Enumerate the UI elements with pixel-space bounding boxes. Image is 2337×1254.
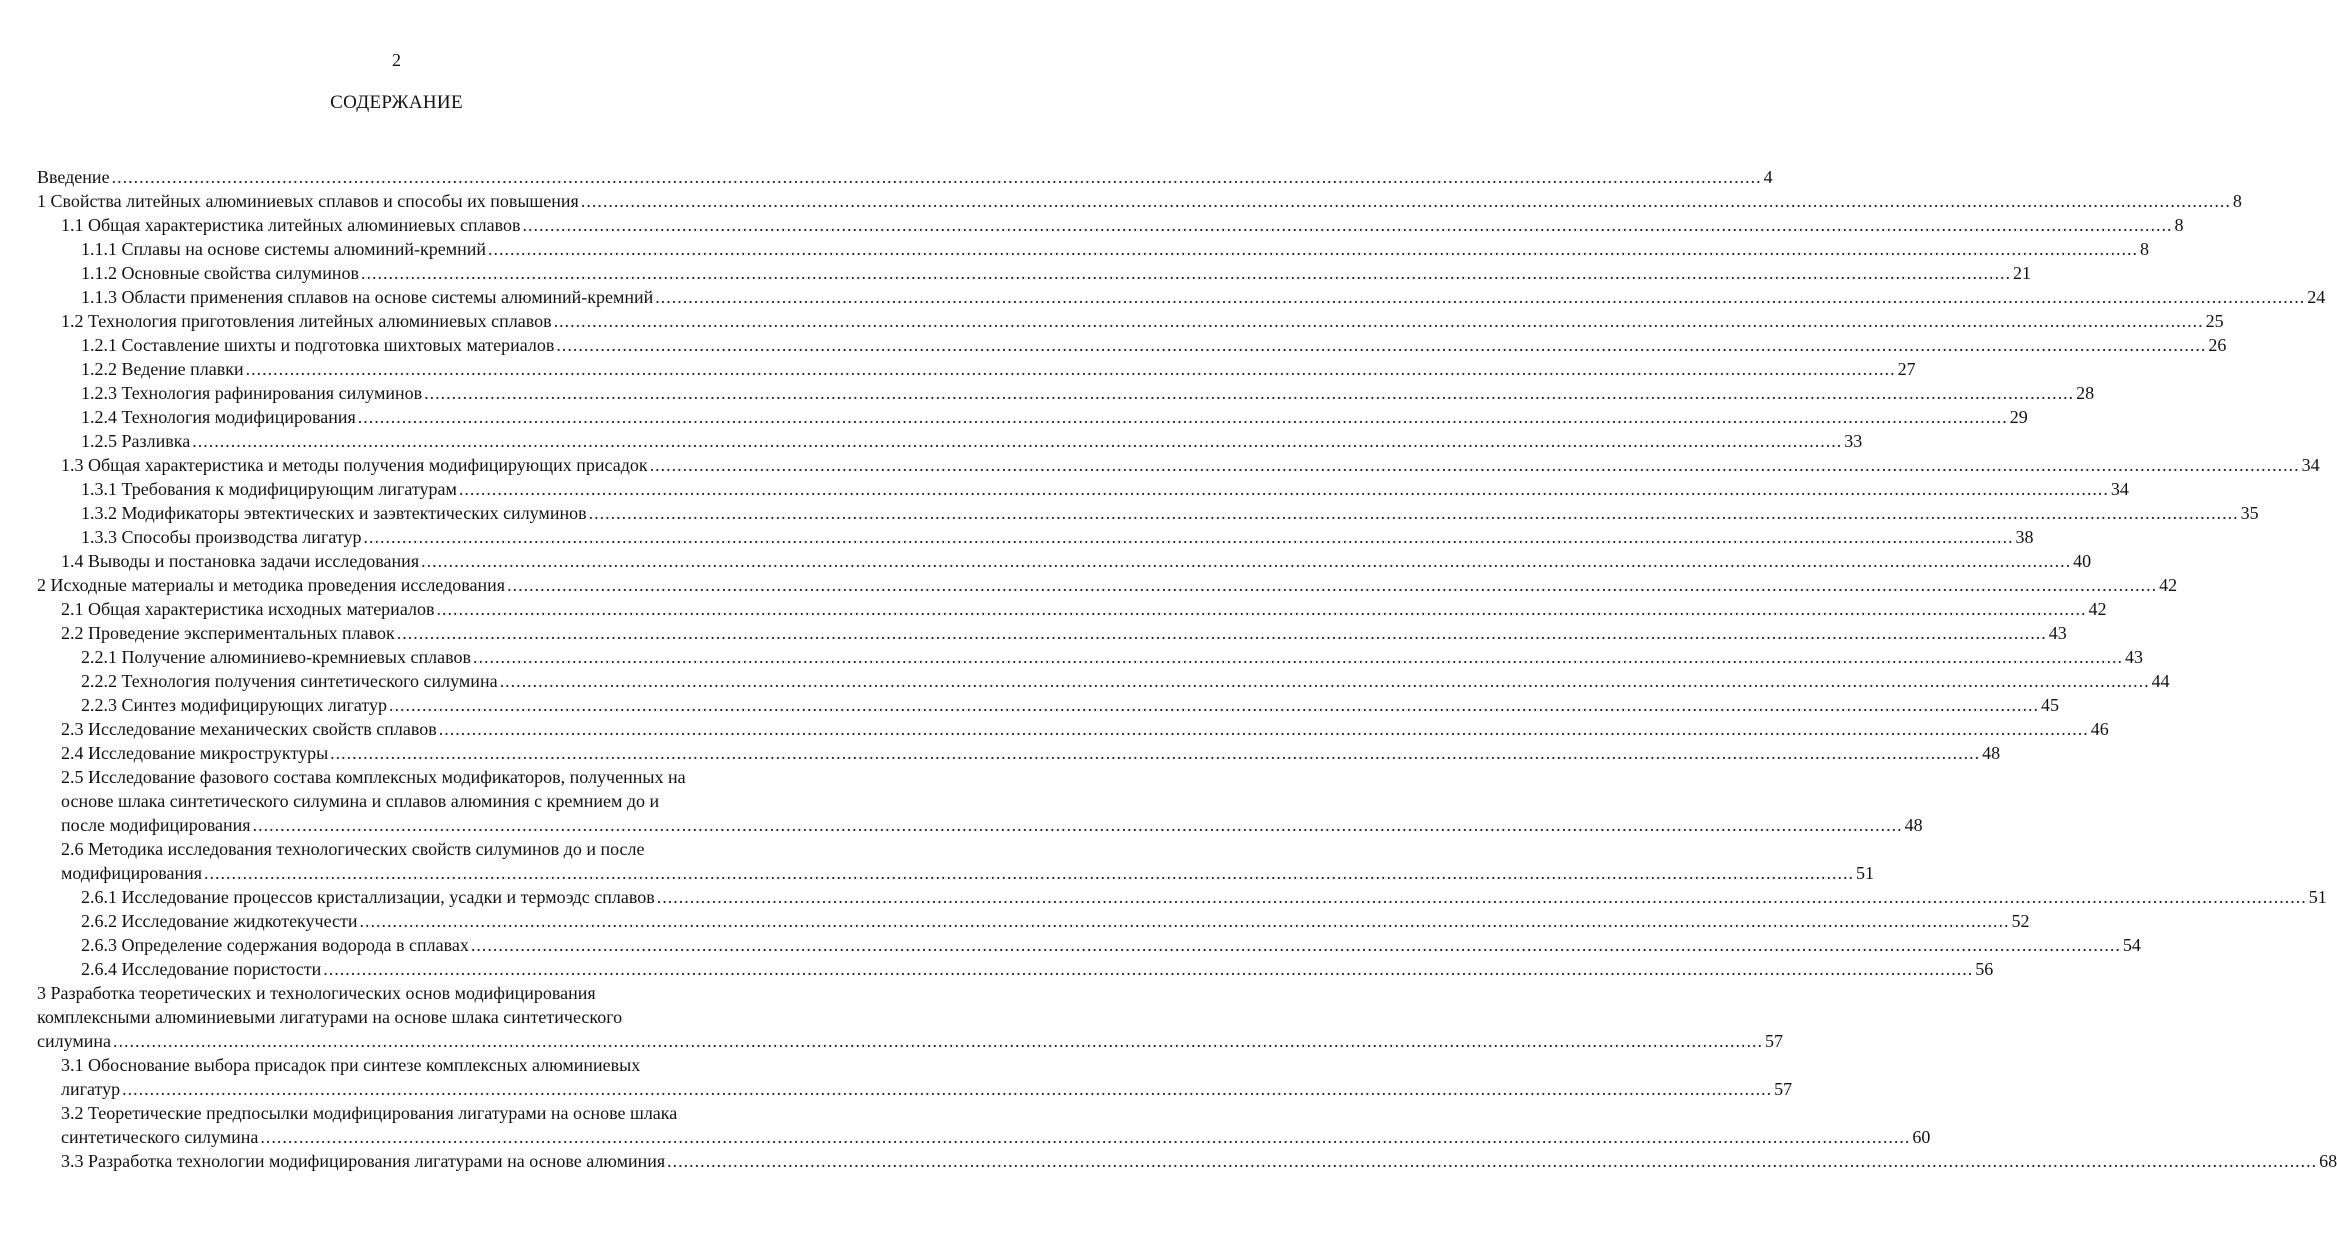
toc-entry-title: 1.1.1 Сплавы на основе системы алюминий-кремний	[81, 239, 487, 259]
toc-entry	[37, 1101, 1931, 1149]
toc-entry-page: 68	[2319, 1151, 2337, 1171]
toc-entry-page: 46	[2090, 719, 2109, 739]
page-number: 2	[392, 50, 401, 70]
toc-entry	[37, 837, 1875, 885]
toc-entry-last-line	[61, 1077, 1793, 1101]
toc-entry	[37, 165, 1773, 189]
toc-entry-last-line	[81, 525, 2034, 549]
toc-entry	[37, 429, 1863, 453]
dot-leader: ............................................................................................................................................................................................................................................................................................................	[389, 695, 2040, 715]
toc-entry-page: 48	[1982, 743, 2001, 763]
dot-leader: ............................................................................................................................................................................................................................................................................................................	[252, 815, 1903, 835]
dot-leader: ............................................................................................................................................................................................................................................................................................................	[113, 1031, 1764, 1051]
dot-leader: ............................................................................................................................................................................................................................................................................................................	[122, 1079, 1773, 1099]
toc-entry-title: синтетического силумина	[61, 1127, 259, 1147]
toc-entry-page: 34	[2301, 455, 2320, 475]
toc-entry-title: 2.4 Исследование микроструктуры	[61, 743, 329, 763]
toc-entry-last-line	[61, 213, 2184, 237]
toc-entry	[37, 765, 1923, 837]
dot-leader: ............................................................................................................................................................................................................................................................................................................	[458, 479, 2109, 499]
toc-entry-last-line	[81, 909, 2030, 933]
toc-entry-line: основе шлака синтетического силумина и сплавов алюминия с кремнием до и	[61, 791, 660, 811]
dot-leader: ............................................................................................................................................................................................................................................................................................................	[507, 575, 2158, 595]
toc-entry-last-line	[61, 813, 1923, 837]
toc-entry	[37, 237, 2150, 261]
toc-entry-page: 24	[2307, 287, 2326, 307]
toc-entry-line: комплексными алюминиевыми лигатурами на основе шлака синтетического	[37, 1007, 623, 1027]
dot-leader: ............................................................................................................................................................................................................................................................................................................	[396, 623, 2047, 643]
toc-entry-title: после модифицирования	[61, 815, 251, 835]
toc-entry-title: 1.3.1 Требования к модифицирующим лигатурам	[81, 479, 457, 499]
toc-entry-title: 2.3 Исследование механических свойств сплавов	[61, 719, 437, 739]
toc-entry-page: 57	[1774, 1079, 1793, 1099]
toc-entry-title: 1.1.2 Основные свойства силуминов	[81, 263, 359, 283]
table-of-contents	[37, 165, 2337, 1173]
toc-entry-title: 1.2 Технология приготовления литейных алюминиевых сплавов	[61, 311, 552, 331]
toc-entry	[37, 573, 2178, 597]
toc-entry-last-line	[81, 429, 1863, 453]
dot-leader: ............................................................................................................................................................................................................................................................................................................	[424, 383, 2075, 403]
dot-leader: ............................................................................................................................................................................................................................................................................................................	[363, 527, 2014, 547]
dot-leader: ............................................................................................................................................................................................................................................................................................................	[421, 551, 2072, 571]
toc-entry-line: 3.1 Обоснование выбора присадок при синтезе комплексных алюминиевых	[61, 1055, 641, 1075]
toc-entry-title: 1.3.2 Модификаторы эвтектических и заэвтектических силуминов	[81, 503, 587, 523]
toc-title: СОДЕРЖАНИЕ	[330, 92, 463, 113]
dot-leader: ............................................................................................................................................................................................................................................................................................................	[360, 263, 2011, 283]
toc-entry	[37, 741, 2001, 765]
toc-entry-page: 27	[1897, 359, 1916, 379]
dot-leader: ............................................................................................................................................................................................................................................................................................................	[472, 647, 2123, 667]
toc-entry-last-line	[61, 861, 1875, 885]
toc-entry-title: 2.6.1 Исследование процессов кристаллизации, усадки и термоэдс сплавов	[81, 887, 655, 907]
dot-leader: ............................................................................................................................................................................................................................................................................................................	[204, 863, 1855, 883]
toc-entry	[37, 477, 2129, 501]
toc-entry-page: 51	[1856, 863, 1875, 883]
dot-leader: ............................................................................................................................................................................................................................................................................................................	[656, 887, 2307, 907]
toc-entry-last-line	[81, 357, 1916, 381]
toc-entry-last-line	[81, 477, 2129, 501]
toc-entry-last-line	[81, 501, 2259, 525]
toc-entry-last-line	[81, 333, 2227, 357]
toc-entry-last-line	[81, 405, 2028, 429]
toc-entry-title: 2.2.2 Технология получения синтетического силумина	[81, 671, 498, 691]
toc-entry	[37, 381, 2095, 405]
toc-entry-page: 52	[2011, 911, 2030, 931]
toc-entry-page: 43	[2124, 647, 2143, 667]
toc-entry	[37, 933, 2141, 957]
toc-entry-page: 40	[2073, 551, 2092, 571]
dot-leader: ............................................................................................................................................................................................................................................................................................................	[667, 1151, 2318, 1171]
dot-leader: ............................................................................................................................................................................................................................................................................................................	[260, 1127, 1911, 1147]
toc-entry-last-line	[37, 189, 2242, 213]
toc-entry-page: 43	[2048, 623, 2067, 643]
toc-entry-title: 2.6.3 Определение содержания водорода в сплавах	[81, 935, 469, 955]
toc-entry	[37, 333, 2227, 357]
toc-entry	[37, 453, 2320, 477]
toc-entry-title: 1.4 Выводы и постановка задачи исследования	[61, 551, 420, 571]
toc-entry	[37, 189, 2242, 213]
toc-entry-last-line	[61, 549, 2092, 573]
toc-entry	[37, 501, 2259, 525]
toc-entry-title: 3.3 Разработка технологии модифицирования лигатурами на основе алюминия	[61, 1151, 666, 1171]
dot-leader: ............................................................................................................................................................................................................................................................................................................	[649, 455, 2300, 475]
toc-entry-title: 2.2 Проведение экспериментальных плавок	[61, 623, 395, 643]
toc-entry	[37, 597, 2107, 621]
dot-leader: ............................................................................................................................................................................................................................................................................................................	[556, 335, 2207, 355]
toc-entry-page: 34	[2110, 479, 2129, 499]
toc-entry	[37, 645, 2143, 669]
toc-entry-line: 2.5 Исследование фазового состава комплексных модификаторов, полученных на	[61, 767, 686, 787]
toc-entry	[37, 885, 2327, 909]
dot-leader: ............................................................................................................................................................................................................................................................................................................	[499, 671, 2150, 691]
toc-entry	[37, 549, 2092, 573]
toc-entry-title: 2.6.2 Исследование жидкотекучести	[81, 911, 358, 931]
toc-entry	[37, 621, 2067, 645]
toc-entry-page: 8	[2174, 215, 2184, 235]
toc-entry-title: модифицирования	[61, 863, 203, 883]
toc-entry-page: 21	[2012, 263, 2031, 283]
toc-entry-line: 3 Разработка теоретических и технологических основ модифицирования	[37, 983, 596, 1003]
toc-entry	[37, 261, 2031, 285]
toc-entry-page: 33	[1844, 431, 1863, 451]
toc-entry-title: 1.2.1 Составление шихты и подготовка шихтовых материалов	[81, 335, 555, 355]
toc-entry	[37, 909, 2030, 933]
toc-entry	[37, 957, 1994, 981]
toc-entry-last-line	[81, 645, 2143, 669]
toc-entry	[37, 213, 2184, 237]
toc-entry-page: 51	[2308, 887, 2327, 907]
toc-entry	[37, 405, 2028, 429]
toc-entry	[37, 717, 2109, 741]
toc-entry-last-line	[61, 621, 2067, 645]
toc-entry-page: 57	[1765, 1031, 1784, 1051]
dot-leader: ............................................................................................................................................................................................................................................................................................................	[359, 911, 2010, 931]
toc-entry-title: 2.2.3 Синтез модифицирующих лигатур	[81, 695, 388, 715]
toc-entry-page: 4	[1763, 167, 1773, 187]
toc-entry-line: 3.2 Теоретические предпосылки модифицирования лигатурами на основе шлака	[61, 1103, 678, 1123]
toc-entry-last-line	[61, 1149, 2337, 1173]
toc-entry-page: 28	[2076, 383, 2095, 403]
dot-leader: ............................................................................................................................................................................................................................................................................................................	[192, 431, 1843, 451]
toc-entry-last-line	[61, 1125, 1931, 1149]
toc-entry	[37, 981, 1784, 1053]
toc-entry-last-line	[37, 573, 2178, 597]
dot-leader: ............................................................................................................................................................................................................................................................................................................	[522, 215, 2173, 235]
toc-entry-line: 2.6 Методика исследования технологических свойств силуминов до и после	[61, 839, 645, 859]
toc-entry-title: 1.1.3 Области применения сплавов на основе системы алюминий-кремний	[81, 287, 654, 307]
toc-entry-last-line	[81, 693, 2060, 717]
toc-entry-title: 1.2.3 Технология рафинирования силуминов	[81, 383, 423, 403]
toc-entry	[37, 525, 2034, 549]
toc-entry-title: Введение	[37, 167, 110, 187]
dot-leader: ............................................................................................................................................................................................................................................................................................................	[323, 959, 1974, 979]
toc-entry-page: 25	[2205, 311, 2224, 331]
toc-entry-last-line	[81, 261, 2031, 285]
toc-entry-title: 1.1 Общая характеристика литейных алюминиевых сплавов	[61, 215, 521, 235]
dot-leader: ............................................................................................................................................................................................................................................................................................................	[580, 191, 2231, 211]
toc-entry-page: 45	[2041, 695, 2060, 715]
dot-leader: ............................................................................................................................................................................................................................................................................................................	[245, 359, 1896, 379]
toc-entry-title: 1.2.2 Ведение плавки	[81, 359, 244, 379]
toc-entry-page: 60	[1912, 1127, 1931, 1147]
toc-entry-last-line	[37, 165, 1773, 189]
dot-leader: ............................................................................................................................................................................................................................................................................................................	[330, 743, 1981, 763]
toc-entry-page: 54	[2122, 935, 2141, 955]
dot-leader: ............................................................................................................................................................................................................................................................................................................	[438, 719, 2089, 739]
toc-entry-page: 35	[2240, 503, 2259, 523]
toc-entry-page: 44	[2151, 671, 2170, 691]
toc-entry-title: лигатур	[61, 1079, 121, 1099]
toc-entry-last-line	[37, 1029, 1784, 1053]
toc-entry-title: 1.3.3 Способы производства лигатур	[81, 527, 362, 547]
toc-entry	[37, 309, 2224, 333]
toc-entry-page: 38	[2015, 527, 2034, 547]
toc-entry-last-line	[61, 453, 2320, 477]
toc-entry-page: 29	[2009, 407, 2028, 427]
dot-leader: ............................................................................................................................................................................................................................................................................................................	[470, 935, 2121, 955]
toc-entry-page: 26	[2208, 335, 2227, 355]
toc-entry-title: 2.6.4 Исследование пористости	[81, 959, 322, 979]
dot-leader: ............................................................................................................................................................................................................................................................................................................	[655, 287, 2306, 307]
toc-entry-title: 2.2.1 Получение алюминиево-кремниевых сплавов	[81, 647, 471, 667]
toc-entry-title: 1.2.4 Технология модифицирования	[81, 407, 356, 427]
toc-entry-title: 1 Свойства литейных алюминиевых сплавов и способы их повышения	[37, 191, 579, 211]
toc-entry-title: силумина	[37, 1031, 112, 1051]
dot-leader: ............................................................................................................................................................................................................................................................................................................	[436, 599, 2087, 619]
toc-entry-last-line	[61, 309, 2224, 333]
toc-entry-last-line	[81, 885, 2327, 909]
toc-entry-last-line	[81, 285, 2326, 309]
toc-entry	[37, 1053, 1793, 1101]
toc-entry-title: 2 Исходные материалы и методика проведения исследования	[37, 575, 506, 595]
toc-entry-last-line	[81, 669, 2170, 693]
dot-leader: ............................................................................................................................................................................................................................................................................................................	[111, 167, 1762, 187]
toc-entry-last-line	[61, 741, 2001, 765]
toc-entry-last-line	[61, 597, 2107, 621]
toc-entry-title: 1.2.5 Разливка	[81, 431, 191, 451]
toc-entry-last-line	[81, 957, 1994, 981]
toc-entry-page: 42	[2088, 599, 2107, 619]
toc-entry-title: 1.3 Общая характеристика и методы получения модифицирующих присадок	[61, 455, 648, 475]
dot-leader: ............................................................................................................................................................................................................................................................................................................	[357, 407, 2008, 427]
toc-entry-title: 2.1 Общая характеристика исходных материалов	[61, 599, 435, 619]
toc-entry-last-line	[81, 933, 2141, 957]
toc-entry	[37, 285, 2326, 309]
toc-entry-last-line	[61, 717, 2109, 741]
dot-leader: ............................................................................................................................................................................................................................................................................................................	[588, 503, 2239, 523]
dot-leader: ............................................................................................................................................................................................................................................................................................................	[488, 239, 2139, 259]
toc-entry	[37, 669, 2170, 693]
toc-entry-page: 56	[1975, 959, 1994, 979]
toc-entry-page: 8	[2140, 239, 2150, 259]
toc-entry	[37, 357, 1916, 381]
toc-entry-page: 42	[2159, 575, 2178, 595]
toc-entry-last-line	[81, 237, 2150, 261]
dot-leader: ............................................................................................................................................................................................................................................................................................................	[553, 311, 2204, 331]
toc-entry-last-line	[81, 381, 2095, 405]
toc-entry-page: 48	[1904, 815, 1923, 835]
toc-entry-page: 8	[2232, 191, 2242, 211]
toc-entry	[37, 1149, 2337, 1173]
toc-entry	[37, 693, 2060, 717]
